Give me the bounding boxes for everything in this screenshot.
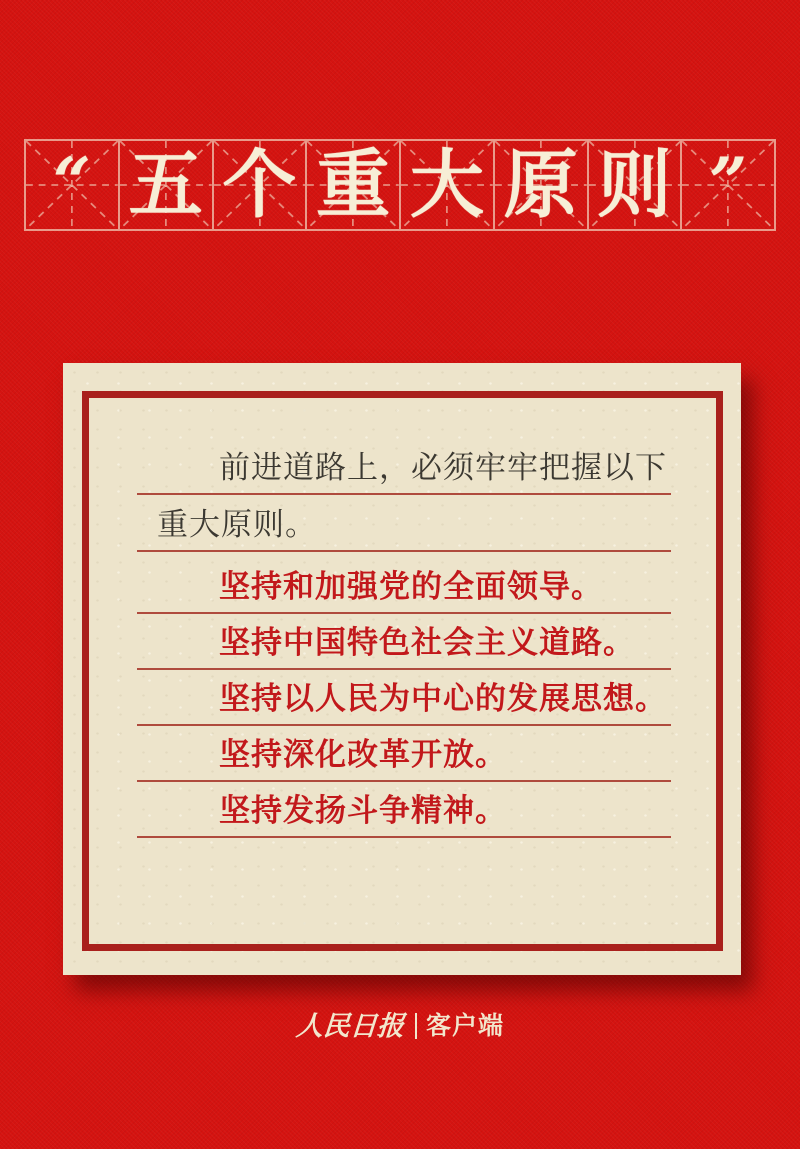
brand-script: 人民日报	[294, 1010, 406, 1042]
calligraphy-grid-cell	[401, 141, 495, 229]
calligraphy-grid-cell	[26, 141, 120, 229]
title-char: 大	[409, 143, 484, 226]
title-char: 原	[503, 143, 578, 226]
calligraphy-grid-cell	[682, 141, 774, 229]
title-char: 五	[128, 143, 203, 226]
principle-line: 坚持和加强党的全面领导。	[137, 558, 671, 614]
principle-line: 坚持以人民为中心的发展思想。	[137, 670, 671, 726]
calligraphy-grid-cell	[214, 141, 308, 229]
card-content	[137, 438, 671, 838]
calligraphy-grid-cell	[307, 141, 401, 229]
peoples-daily-logo	[0, 1010, 800, 1042]
brand-divider	[415, 1013, 417, 1039]
intro-line-2: 重大原则。	[137, 495, 671, 552]
calligraphy-grid-cell	[495, 141, 589, 229]
paper-card	[63, 363, 741, 975]
brand-suffix-label: 客户端	[425, 1011, 504, 1040]
title-char: 个	[222, 143, 297, 226]
title-char: 则	[597, 143, 672, 226]
open-quote-mark: “	[52, 143, 91, 221]
principle-line: 坚持深化改革开放。	[137, 726, 671, 782]
principle-line: 坚持发扬斗争精神。	[137, 782, 671, 838]
title-char: 重	[316, 143, 391, 226]
intro-line-1: 前进道路上，必须牢牢把握以下	[137, 438, 671, 495]
calligraphy-grid-cell	[120, 141, 214, 229]
calligraphy-banner	[24, 139, 776, 231]
principle-line: 坚持中国特色社会主义道路。	[137, 614, 671, 670]
close-quote-mark: ”	[709, 143, 748, 221]
calligraphy-grid-cell	[589, 141, 683, 229]
